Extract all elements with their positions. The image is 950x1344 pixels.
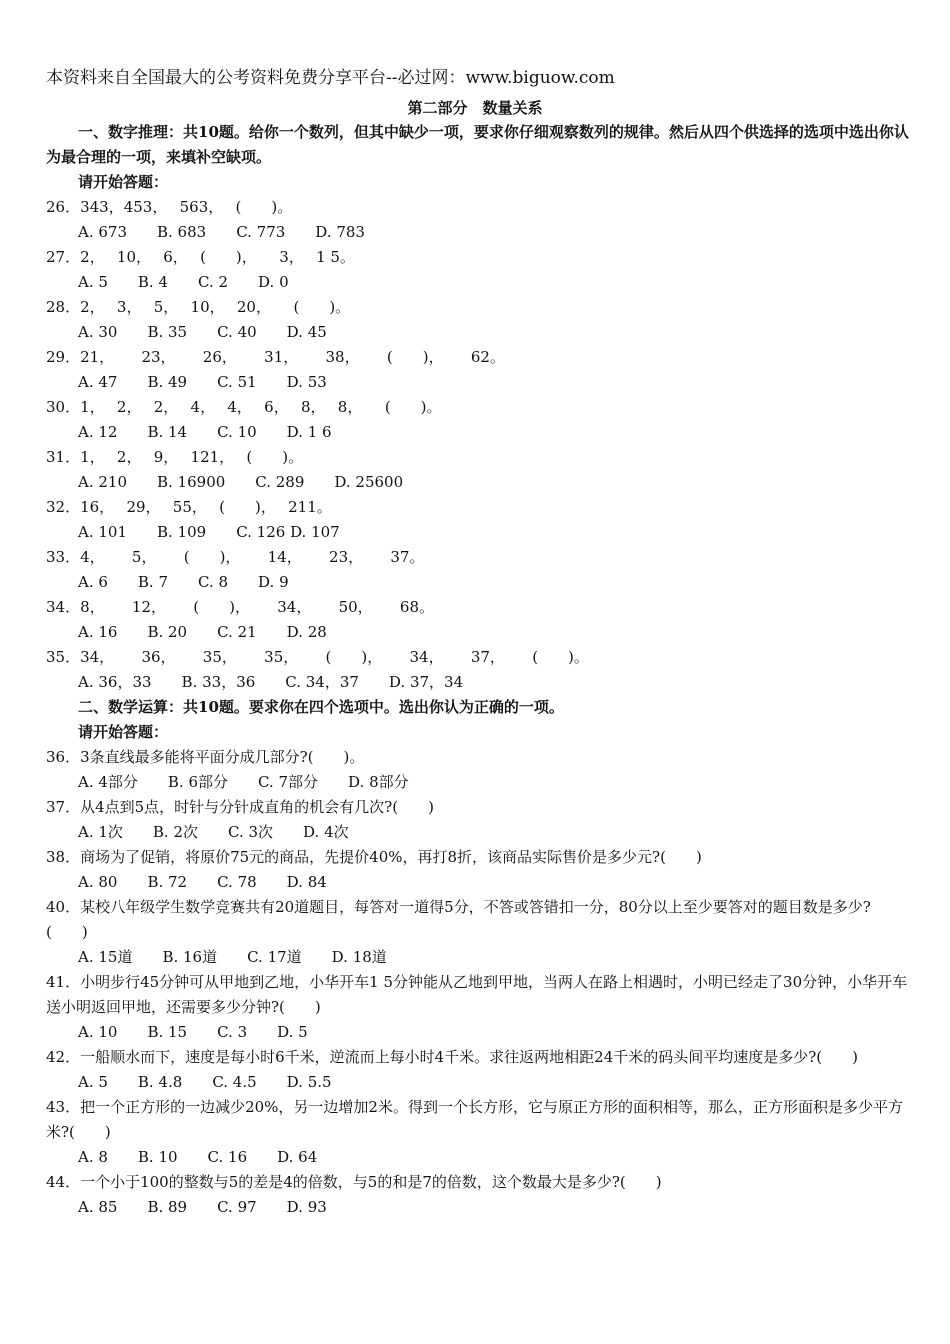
question-options: A. 1次 B. 2次 C. 3次 D. 4次 (78, 823, 349, 841)
section-prompt: 请开始答题： (78, 173, 169, 191)
question-28: 28．2， 3， 5， 10， 20， ( )。 A. 30 B. 35 C. 40 D. 45 (46, 295, 910, 345)
question-42: 42．一船顺水而下，速度是每小时6千米，逆流而上每小时4千米。求往返两地相距24千米的码头间平均速度是多少?( ) A. 5 B. 4.8 C. 4.5 D. 5.5 (46, 1045, 910, 1095)
section-heading-number-series: 一、数字推理：共10题。给你一个数列，但其中缺少一项，要求你仔细观察数列的规律。然后从四个供选择的选项中选出你认为最合理的一项，来填补空缺项。 (46, 123, 909, 166)
part-title: 第二部分 数量关系 (407, 99, 543, 117)
question-41: 41．小明步行45分钟可从甲地到乙地，小华开车1 5分钟能从乙地到甲地，当两人在路上相遇时，小明已经走了30分钟，小华开车送小明返回甲地，还需要多少分钟?( ) A. 10 B. 15 C. 3 D. 5 (46, 970, 910, 1045)
question-27: 27．2， 10， 6， ( )， 3， 1 5。 A. 5 B. 4 C. 2 D. 0 (46, 245, 910, 295)
question-options: A. 16 B. 20 C. 21 D. 28 (78, 623, 327, 641)
question-options: A. 4部分 B. 6部分 C. 7部分 D. 8部分 (78, 773, 409, 791)
question-40: 40．某校八年级学生数学竞赛共有20道题目，每答对一道得5分，不答或答错扣一分，80分以上至少要答对的题目数是多少?( ) A. 15道 B. 16道 C. 17道 D. 18道 (46, 895, 910, 970)
question-33: 33．4， 5， ( )， 14， 23， 37。 A. 6 B. 7 C. 8 D. 9 (46, 545, 910, 595)
question-options: A. 80 B. 72 C. 78 D. 84 (78, 873, 327, 891)
question-29: 29．21， 23， 26， 31， 38， ( )， 62。 A. 47 B. 49 C. 51 D. 53 (46, 345, 910, 395)
document-body (46, 120, 910, 1220)
question-35: 35．34， 36， 35， 35， ( )， 34， 37， ( )。 A. 36，33 B. 33，36 C. 34，37 D. 37，34 (46, 645, 910, 695)
question-36: 36．3条直线最多能将平面分成几部分?( )。 A. 4部分 B. 6部分 C. 7部分 D. 8部分 (46, 745, 910, 795)
question-44: 44．一个小于100的整数与5的差是4的倍数，与5的和是7的倍数，这个数最大是多少?( ) A. 85 B. 89 C. 97 D. 93 (46, 1170, 910, 1220)
question-37: 37．从4点到5点，时针与分针成直角的机会有几次?( ) A. 1次 B. 2次 C. 3次 D. 4次 (46, 795, 910, 845)
question-options: A. 30 B. 35 C. 40 D. 45 (78, 323, 327, 341)
question-38: 38．商场为了促销，将原价75元的商品，先提价40%，再打8折，该商品实际售价是多少元?( ) A. 80 B. 72 C. 78 D. 84 (46, 845, 910, 895)
question-30: 30．1， 2， 2， 4， 4， 6， 8， 8， ( )。 A. 12 B. 14 C. 10 D. 1 6 (46, 395, 910, 445)
section-prompt: 请开始答题： (78, 723, 169, 741)
question-options: A. 15道 B. 16道 C. 17道 D. 18道 (78, 948, 387, 966)
question-31: 31．1， 2， 9， 121， ( )。 A. 210 B. 16900 C. 289 D. 25600 (46, 445, 910, 495)
section-heading-arithmetic: 二、数学运算：共10题。要求你在四个选项中。选出你认为正确的一项。 (78, 698, 564, 716)
question-options: A. 5 B. 4 C. 2 D. 0 (78, 273, 289, 291)
question-options: A. 101 B. 109 C. 126 D. 107 (78, 523, 340, 541)
question-options: A. 210 B. 16900 C. 289 D. 25600 (78, 473, 404, 491)
question-options: A. 47 B. 49 C. 51 D. 53 (78, 373, 327, 391)
question-26: 26．343，453， 563， ( )。 A. 673 B. 683 C. 773 D. 783 (46, 195, 910, 245)
question-options: A. 5 B. 4.8 C. 4.5 D. 5.5 (78, 1073, 332, 1091)
question-32: 32．16， 29， 55， ( )， 211。 A. 101 B. 109 C. 126 D. 107 (46, 495, 910, 545)
question-options: A. 673 B. 683 C. 773 D. 783 (78, 223, 365, 241)
question-34: 34．8， 12， ( )， 34， 50， 68。 A. 16 B. 20 C. 21 D. 28 (46, 595, 910, 645)
question-options: A. 85 B. 89 C. 97 D. 93 (78, 1198, 327, 1216)
source-header: 本资料来自全国最大的公考资料免费分享平台--必过网：www.biguow.com (46, 68, 615, 88)
question-options: A. 8 B. 10 C. 16 D. 64 (78, 1148, 318, 1166)
question-43: 43．把一个正方形的一边减少20%，另一边增加2米。得到一个长方形，它与原正方形的面积相等，那么，正方形面积是多少平方米?( ) A. 8 B. 10 C. 16 D. 64 (46, 1095, 910, 1170)
question-options: A. 36，33 B. 33，36 C. 34，37 D. 37，34 (78, 673, 464, 691)
question-options: A. 10 B. 15 C. 3 D. 5 (78, 1023, 308, 1041)
question-options: A. 6 B. 7 C. 8 D. 9 (78, 573, 289, 591)
question-options: A. 12 B. 14 C. 10 D. 1 6 (78, 423, 332, 441)
